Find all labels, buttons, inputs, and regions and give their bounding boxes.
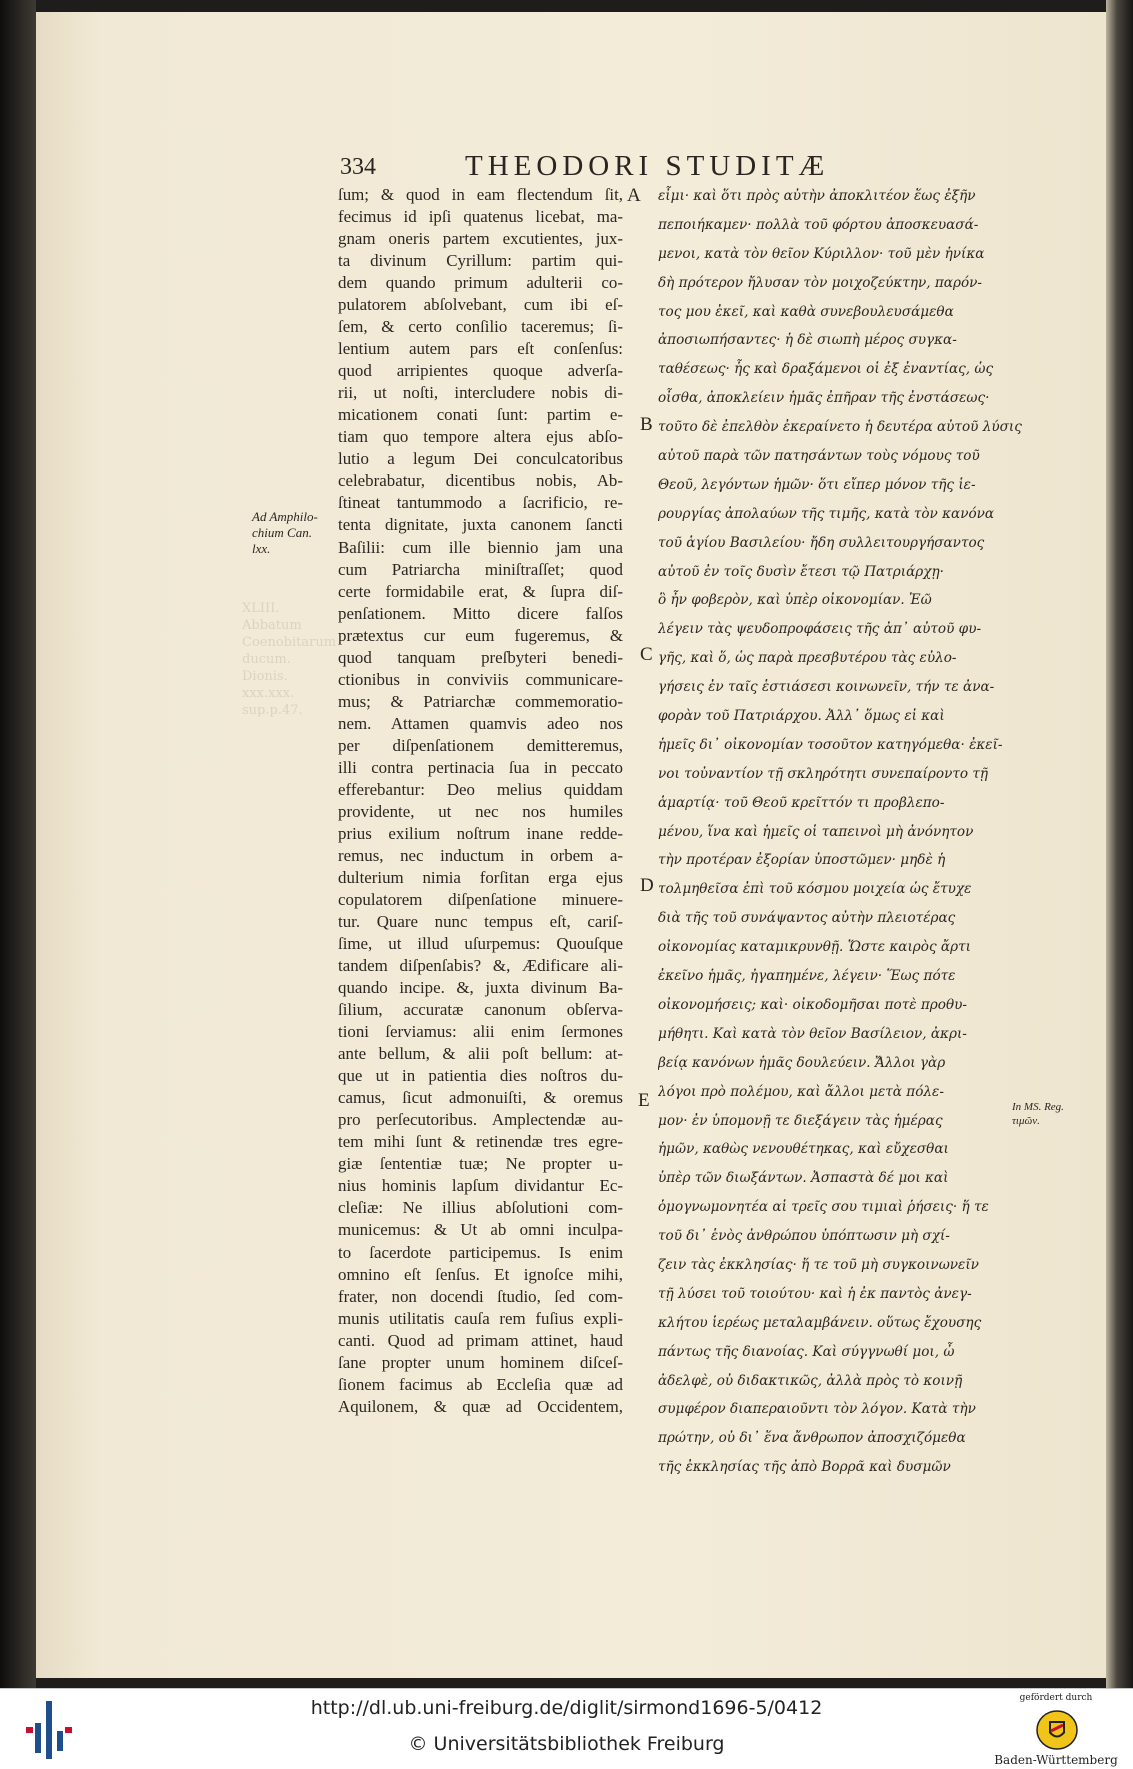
latin-text-line: prius exilium noſtrum inane redde- xyxy=(338,823,623,843)
latin-text-line: to ſacerdote participemus. Is enim xyxy=(338,1242,623,1262)
latin-text-line: efferebantur: Deo melius quiddam xyxy=(338,779,623,799)
greek-text-line: εἶμι· καὶ ὅτι πρὸς αὐτὴν ἀποκλιτέον ἕως ἐξῆν xyxy=(658,188,976,204)
latin-text-line: dulterium nimia forſitan erga ejus xyxy=(338,867,623,887)
margin-note-line: In MS. Reg. xyxy=(1012,1101,1064,1113)
page-header xyxy=(340,150,1040,182)
greek-text-line: μήθητι. Καὶ κατὰ τὸν θεῖον Βασίλειον, ἀκρι- xyxy=(658,1025,967,1042)
margin-note-right xyxy=(1012,1100,1094,1128)
latin-text-line: ſtineat tantummodo a ſacrificio, re- xyxy=(338,493,623,513)
latin-text-line: ſane propter unum hominem diſceſ- xyxy=(338,1352,623,1372)
latin-text-line: tiam quo tempore altera ejus abſo- xyxy=(338,427,623,447)
latin-text-line: lutio a legum Dei conculcatoribus xyxy=(338,449,623,469)
latin-text-line: tem mihi ſunt & retinendæ tres egre- xyxy=(338,1132,623,1152)
latin-text-line: cum Patriarcha miniſtraſſet; quod xyxy=(338,559,623,579)
greek-text-line: ἡμεῖς δι᾽ οἰκονομίαν τοσοῦτον κατηγόμεθα· ἐκεῖ- xyxy=(658,736,1003,753)
greek-text-line: ὁμογνωμονητέα αἱ τρεῖς σου τιμιαὶ ῥήσεις· ἥ τε xyxy=(658,1199,989,1216)
greek-text-line: φορὰν τοῦ Πατριάρχου. Ἀλλ᾽ ὅμως εἰ καὶ xyxy=(658,708,945,725)
viewer-footer xyxy=(0,1688,1133,1769)
running-title: THEODORI STUDITÆ xyxy=(465,150,830,182)
document-url[interactable]: http://dl.ub.uni-freiburg.de/diglit/sirmond1696-5/0412 xyxy=(310,1697,823,1719)
greek-text-line: οἰκονομήσεις; καὶ· οἰκοδομῆσαι ποτὲ προθυ- xyxy=(658,996,967,1013)
latin-text-line: quod arripientes quoque adverſa- xyxy=(338,361,623,381)
latin-text-line: tur. Quare nunc tempus eſt, cariſ- xyxy=(338,912,623,932)
latin-text-line: camus, ſicut admonuiſti, & oremus xyxy=(338,1088,623,1108)
latin-text-line: munis utilitatis cauſa rem fuſius expli- xyxy=(338,1308,623,1328)
greek-text-line: γῆς, καὶ ὅ, ὡς παρὰ πρεσβυτέρου τὰς εὐλο- xyxy=(658,650,957,667)
latin-text-line: prætextus cur eum fugeremus, & xyxy=(338,625,623,645)
latin-text-line: nem. Attamen quamvis adeo nos xyxy=(338,713,623,733)
section-letter-b: B xyxy=(640,414,653,435)
greek-text-line: ζειν τὰς ἐκκλησίας· ἥ τε τοῦ μὴ συγκοινωνεῖν xyxy=(658,1256,979,1273)
latin-column xyxy=(338,184,623,1418)
margin-note-line: lxx. xyxy=(252,541,271,556)
greek-text-line: κλήτου ἱερέως μεταλαμβάνειν. οὕτως ἔχουσης xyxy=(658,1314,982,1331)
latin-text-line: ſum; & quod in eam flectendum ſit, xyxy=(338,185,623,204)
greek-text-line: οἶσθα, ἀποκλείειν ἡμᾶς ἐπῆραν τῆς ἐνστάσεως· xyxy=(658,390,990,407)
state-crest-icon xyxy=(1036,1709,1078,1751)
greek-text-line: οἰκονομίας καταμικρυνθῇ. Ὥστε καιρὸς ἄρτι xyxy=(658,939,971,956)
section-letter-e: E xyxy=(638,1090,650,1111)
latin-text-line: que ut in patientia dies noſtros du- xyxy=(338,1066,623,1086)
bleed-through-text xyxy=(242,600,337,750)
latin-text-line: certe formidabile erat, & ſupra diſ- xyxy=(338,581,623,601)
latin-text-line: dem quando primum adulterii co- xyxy=(338,273,623,293)
latin-text-line: tenta dignitate, juxta canonem ſancti xyxy=(338,515,623,535)
greek-text-line: τῇ λύσει τοῦ τοιούτου· καὶ ἡ ἐκ παντὸς ἀνεγ- xyxy=(658,1285,972,1302)
latin-text-line: pulatorem abſolvebant, cum ibi eſ- xyxy=(338,295,623,315)
greek-text-line: λέγειν τὰς ψευδοπροφάσεις τῆς ἀπ᾽ αὐτοῦ φυ- xyxy=(658,621,982,638)
greek-text-line: ἀποσιωπήσαντες· ἡ δὲ σιωπὴ μέρος συγκα- xyxy=(658,332,957,349)
sponsor-bottom-text: Baden-Württemberg xyxy=(994,1753,1118,1767)
margin-note-line: chium Can. xyxy=(252,525,312,540)
latin-text-line: copulatorem diſpenſatione minuere- xyxy=(338,890,623,909)
latin-text-line: municemus: & Ut ab omni inculpa- xyxy=(338,1220,623,1240)
greek-text-line: ταθέσεως· ἧς καὶ δραξάμενοι οἱ ἐξ ἐναντίας, ὡς xyxy=(658,361,994,378)
latin-text-line: cleſiæ: Ne illius abſolutioni com- xyxy=(338,1198,623,1218)
latin-text-line: omnino eſt ſenſus. Et ignoſce mihi, xyxy=(338,1264,623,1284)
latin-text-line: fecimus id ipſi quatenus licebat, ma- xyxy=(338,207,623,227)
latin-text-line: gnam oneris partem excutientes, jux- xyxy=(338,229,623,249)
greek-text-line: δὴ πρότερον ἤλυσαν τὸν μοιχοζεύκτην, παρόν- xyxy=(658,274,983,291)
bleed-through-line: Abbatum xyxy=(242,618,302,633)
greek-text-line: πεποιήκαμεν· πολλὰ τοῦ φόρτου ἀποσκευασά- xyxy=(658,216,979,233)
greek-text-line: ἁμαρτίᾳ· τοῦ Θεοῦ κρεῖττόν τι προβλεπο- xyxy=(658,794,945,811)
copyright-notice: © Universitätsbibliothek Freiburg xyxy=(408,1733,725,1755)
greek-text-line: τὴν προτέραν ἐξορίαν ὑποστῶμεν· μηδὲ ἡ xyxy=(658,852,946,869)
latin-text-line: per diſpenſationem demitteremus, xyxy=(338,735,623,755)
latin-text-line: illi contra pertinacia ſua in peccato xyxy=(338,757,623,777)
greek-text-line: βείᾳ κανόνων ἡμᾶς δουλεύειν. Ἄλλοι γὰρ xyxy=(658,1054,946,1071)
greek-text-line: μον· ἐν ὑπομονῇ τε διεξάγειν τὰς ἡμέρας xyxy=(658,1112,943,1129)
latin-text-line: quando incipe. &, juxta divinum Ba- xyxy=(338,978,623,998)
greek-text-line: διὰ τῆς τοῦ συνάψαντος αὐτὴν πλειοτέρας xyxy=(658,910,956,927)
latin-text-line: ta divinum Cyrillum: partim qui- xyxy=(338,251,623,271)
greek-text-line: ὑπὲρ τῶν διωξάντων. Ἀσπαστὰ δέ μοι καὶ xyxy=(658,1170,949,1187)
greek-text-line: ρουργίας ἀπολαύων τῆς τιμῆς, κατὰ τὸν κανόνα xyxy=(658,505,995,522)
latin-text-line: tioni ſerviamus: alii enim ſermones xyxy=(338,1022,623,1042)
section-letter-a: A xyxy=(627,185,641,206)
latin-text-line: ctionibus in conviviis communicare- xyxy=(338,669,623,689)
section-letter-c: C xyxy=(640,644,653,665)
latin-text-line: penſationem. Mitto dicere falſos xyxy=(338,603,623,623)
margin-note-line: τιμῶν. xyxy=(1012,1115,1040,1127)
latin-text-line: providente, ut nec nos humiles xyxy=(338,801,623,821)
greek-column xyxy=(658,182,1022,1482)
sponsor-badge xyxy=(986,1693,1126,1769)
greek-text-line: πάντως τῆς διανοίας. Καὶ σύγγνωθί μοι, ὦ xyxy=(658,1343,955,1360)
greek-text-line: μενοι, κατὰ τὸν θεῖον Κύριλλον· τοῦ μὲν ἡνίκα xyxy=(658,245,985,262)
latin-text-line: celebrabatur, dicentibus nobis, Ab- xyxy=(338,471,623,491)
latin-text-line: giæ ſententiæ tuæ; Ne propter u- xyxy=(338,1154,623,1174)
page-edge xyxy=(1106,0,1133,1688)
greek-text-line: πρώτην, οὐ δι᾽ ἕνα ἄνθρωπον ἀποσχιζόμεθα xyxy=(658,1430,966,1447)
latin-text-line: remus, nec inductum in orbem a- xyxy=(338,845,623,865)
book-binding xyxy=(0,0,36,1688)
latin-text-line: quod tanquam preſbyteri benedi- xyxy=(338,647,623,667)
greek-text-line: ἀδελφὲ, οὐ διδακτικῶς, ἀλλὰ πρὸς τὸ κοινῇ xyxy=(658,1372,963,1389)
greek-text-line: τοῦ δι᾽ ἑνὸς ἀνθρώπου ὑπόπτωσιν μὴ σχί- xyxy=(658,1228,950,1245)
latin-text-line: ſilium, accuratæ canonum obſerva- xyxy=(338,1000,623,1020)
sponsor-top-text: gefördert durch xyxy=(1019,1693,1093,1703)
bleed-through-line: xxx.xxx. xyxy=(242,686,295,701)
latin-text-line: ſionem facimus ab Eccleſia quæ ad xyxy=(338,1374,623,1394)
latin-text-line: rii, ut noſti, intercludere nobis di- xyxy=(338,383,623,403)
latin-text-line: ſime, ut illud uſurpemus: Quouſque xyxy=(338,934,623,954)
greek-text-line: ὃ ἦν φοβερὸν, καὶ ὑπὲρ οἰκονομίαν. Ἐῶ xyxy=(658,592,932,609)
latin-text-line: frater, non docendi ſtudio, ſed com- xyxy=(338,1286,623,1306)
greek-text-line: Θεοῦ, λεγόντων ἡμῶν· ὅτι εἴπερ μόνον τῆς ἱε- xyxy=(658,476,976,493)
greek-text-line: νοι τοὐναντίον τῇ σκληρότητι συνεπαίροντο τῇ xyxy=(658,765,989,782)
greek-text-line: λόγοι πρὸ πολέμου, καὶ ἄλλοι μετὰ πόλε- xyxy=(658,1083,944,1100)
bleed-through-line: ducum. xyxy=(242,652,291,667)
latin-text-line: lentium autem pars eſt conſenſus: xyxy=(338,339,623,359)
latin-text-line: ſem, & certo conſilio taceremus; ſi- xyxy=(338,317,623,337)
greek-text-line: τῆς ἐκκλησίας τῆς ἀπὸ Βορρᾶ καὶ δυσμῶν xyxy=(658,1459,951,1476)
greek-text-line: ἡμῶν, καθὼς νενουθέτηκας, καὶ εὔχεσθαι xyxy=(658,1141,949,1158)
greek-text-line: τολμηθεῖσα ἐπὶ τοῦ κόσμου μοιχεία ὡς ἔτυχε xyxy=(658,881,972,898)
latin-text-line: Aquilonem, & quæ ad Occidentem, xyxy=(338,1396,623,1416)
margin-note-left xyxy=(252,509,334,557)
section-letter-d: D xyxy=(640,875,654,896)
greek-text-line: γήσεις ἐν ταῖς ἑστιάσεσι κοινωνεῖν, τήν τε ἀνα- xyxy=(658,679,995,696)
latin-text-line: ante bellum, & alii poſt bellum: at- xyxy=(338,1044,623,1064)
bleed-through-line: XLIII. xyxy=(242,601,280,616)
latin-text-line: mus; & Patriarchæ commemoratio- xyxy=(338,691,623,711)
latin-text-line: micationem conati ſunt: partim e- xyxy=(338,405,623,425)
greek-text-line: τοῦτο δὲ ἐπελθὸν ἐκεραίνετο ἡ δευτέρα αὐτοῦ λύσις xyxy=(658,419,1022,436)
bleed-through-line: sup.p.47. xyxy=(242,703,303,718)
greek-text-line: ἐκεῖνο ἡμᾶς, ἠγαπημένε, λέγειν· Ἕως πότε xyxy=(658,968,956,985)
margin-note-line: Ad Amphilo- xyxy=(252,509,318,524)
latin-text-line: canti. Quod ad primam attinet, haud xyxy=(338,1330,623,1350)
bleed-through-line: Dionis. xyxy=(242,669,288,684)
latin-text-line: pro perſecutoribus. Amplectendæ au- xyxy=(338,1110,623,1130)
latin-text-line: nius hominis lapſum dividantur Ec- xyxy=(338,1176,623,1196)
greek-text-line: συμφέρον διαπεραιοῦντι τὸν λόγον. Κατὰ τὴν xyxy=(658,1401,976,1418)
greek-text-line: αὐτοῦ ἐν τοῖς δυσὶν ἔτεσι τῷ Πατριάρχῃ· xyxy=(658,563,944,580)
latin-text-line: Baſilii: cum ille biennio jam una xyxy=(338,537,623,557)
latin-text-line: tandem diſpenſabis? &, Ædificare ali- xyxy=(338,956,623,976)
greek-text-line: μένου, ἵνα καὶ ἡμεῖς οἱ ταπεινοὶ μὴ ἀνόνητον xyxy=(658,823,974,840)
greek-text-line: τος μου ἐκεῖ, καὶ καθὰ συνεβουλευσάμεθα xyxy=(658,303,954,320)
page-number: 334 xyxy=(340,154,376,180)
greek-text-line: τοῦ ἁγίου Βασιλείου· ἤδη συλλειτουργήσαντος xyxy=(658,534,985,551)
bleed-through-line: Coenobitarum xyxy=(242,635,337,650)
greek-text-line: αὐτοῦ παρὰ τῶν πατησάντων τοὺς νόμους τοῦ xyxy=(658,448,980,465)
